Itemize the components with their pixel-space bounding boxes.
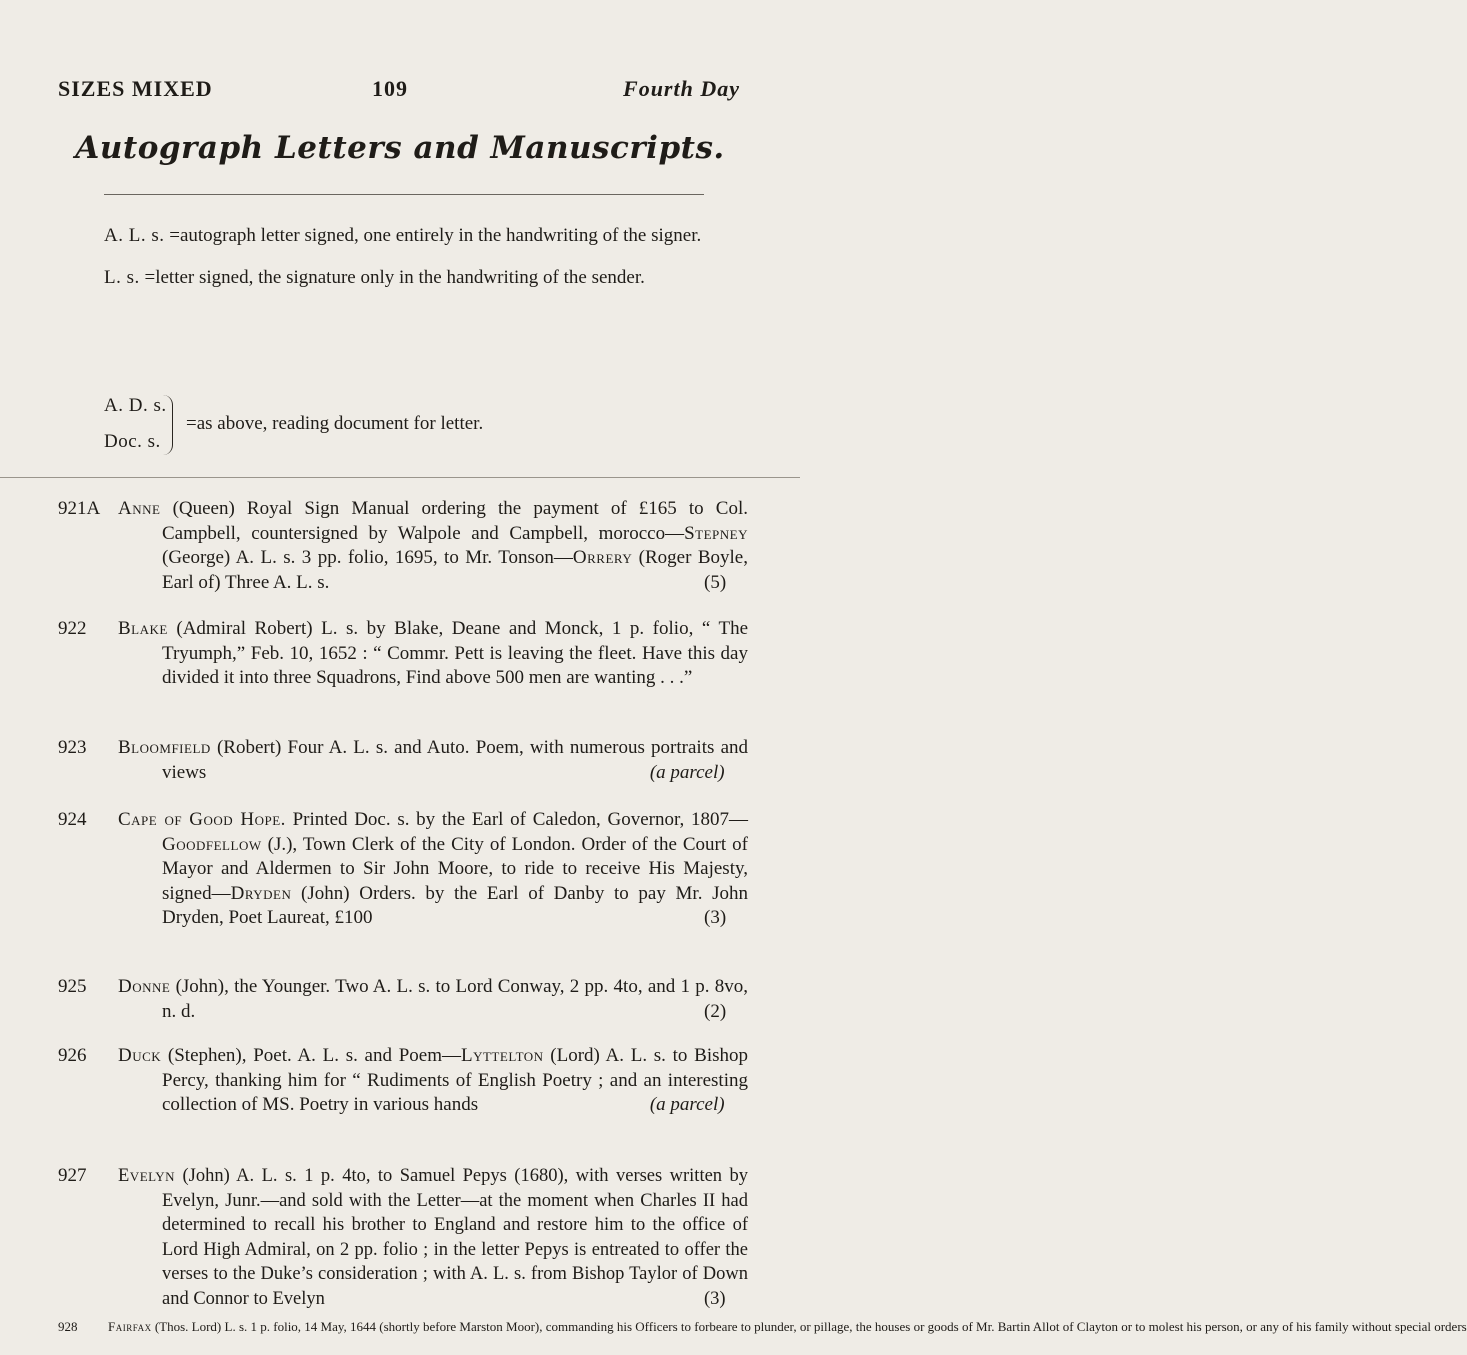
section-rule xyxy=(0,477,800,478)
lot-description: (John) A. L. s. 1 p. 4to, to Samuel Pepys (1680), with verses written by Evelyn, Junr.—and sold with the Letter—at the moment when Charles II had determined to recall his brother to England and restore him to the office of Lord High Admiral, on 2 pp. folio ; in the letter Pepys is entreated to offer the verses to the Duke’s consideration ; with A. L. s. from Bishop Taylor of Down and Connor to Evelyn xyxy=(162,1166,748,1309)
abbreviation-key: Doc. s. xyxy=(104,431,161,452)
lot-name: Cape of Good Hope. xyxy=(118,809,286,830)
title-rule xyxy=(104,194,704,195)
abbreviation-definition: =letter signed, the signature only in the handwriting of the sender. xyxy=(144,267,645,288)
lot-entry xyxy=(58,736,748,785)
lot-description: (Queen) Royal Sign Manual ordering the payment of £165 to Col. Campbell, countersigned by Walpole and Campbell, morocco— xyxy=(160,498,748,544)
lot-name: Donne xyxy=(118,976,171,997)
header-day-label: Fourth Day xyxy=(623,76,740,101)
abbreviation-key: L. s. xyxy=(104,267,140,288)
section-title: Autograph Letters and Manuscripts. xyxy=(75,130,725,166)
lot-number: 923 xyxy=(58,737,87,758)
lot-entry xyxy=(58,1319,1467,1335)
lot-description: (Stephen), Poet. A. L. s. and Poem— xyxy=(161,1045,461,1066)
lot-description: (Robert) Four A. L. s. and Auto. Poem, with numerous portraits and views xyxy=(162,737,748,783)
lot-number: 921A xyxy=(58,498,101,519)
page-number: 109 xyxy=(372,76,408,101)
lot-number: 928 xyxy=(58,1319,78,1334)
header-section-label: SIZES MIXED xyxy=(58,76,213,101)
lot-description: (John) Orders. by the Earl of Danby to pay Mr. John Dryden, Poet Laureat, £100 xyxy=(162,882,748,928)
lot-quantity: (a parcel) xyxy=(649,761,725,783)
running-head xyxy=(58,76,740,106)
lot-number: 924 xyxy=(58,809,87,830)
lot-description: (J.), Town Clerk of the City of London. Order of the Court of Mayor and Aldermen to Sir John Moore, to ride to receive His Majesty, signed— xyxy=(162,833,748,904)
lot-entry: 927 Evelyn (John) A. L. s. 1 p. 4to, to Samuel Pepys (1680), with verses written by Evelyn, Junr.—and sold with the Letter—at the moment when Charles II had determined to recall his brother to England and restore him to the office of Lord High Admiral, on 2 pp. folio ; in the letter Pepys is entreated to offer the verses to the Duke’s consideration ; with A. L. s. from Bishop Taylor of Down and Connor to Evelyn (3) xyxy=(58,1165,748,1309)
lot-entry xyxy=(58,617,748,691)
abbreviation-key: A. D. s. xyxy=(104,395,167,416)
lot-entry: 925 Donne (John), the Younger. Two A. L. s. to Lord Conway, 2 pp. 4to, and 1 p. 8vo, n. d. (2) xyxy=(58,976,748,1022)
lot-quantity: (a parcel) xyxy=(649,1094,725,1115)
abbreviation-document-note xyxy=(186,412,746,436)
lot-description: (Admiral Robert) L. s. by Blake, Deane and Monck, 1 p. folio, “ The Tryumph,” Feb. 10, 1652 : “ Commr. Pett is leaving the fleet. Have this day divided it into three Squadrons, Find above 500 men are wanting . . .” xyxy=(162,618,748,688)
lot-description: (Thos. Lord) L. s. 1 p. folio, 14 May, 1644 (shortly before Marston Moor), commanding his Officers to forbeare to plunder, or pillage, the houses or goods of Mr. Bartin Allot of Clayton or to molest his person, or any of his family without special orders xyxy=(151,1319,1467,1334)
lot-number: 926 xyxy=(58,1045,87,1066)
lot-name: Evelyn xyxy=(118,1166,176,1186)
lot-number: 925 xyxy=(58,976,87,997)
lot-description: (Roger Boyle, Earl of) Three A. L. s. xyxy=(162,547,748,593)
lot-name: Goodfellow xyxy=(162,833,262,855)
lot-description: (Lord) A. L. s. to Bishop Percy, thanking him for “ Rudiments of English Poetry ; and an interesting collection of MS. Poetry in various hands xyxy=(162,1045,749,1115)
lot-number: 927 xyxy=(58,1165,87,1186)
lot-entry: 924 Cape of Good Hope. Printed Doc. s. by the Earl of Caledon, Governor, 1807—Goodfellow (J.), Town Clerk of the City of London. Order of the Court of Mayor and Aldermen to Sir John Moore, to ride to receive His Majesty, signed—Dryden (John) Orders. by the Earl of Danby to pay Mr. John Dryden, Poet Laureat, £100 (3) xyxy=(58,809,748,928)
abbreviation-key: A. L. s. xyxy=(104,225,165,246)
abbreviation-definition: =as above, reading document for letter. xyxy=(186,413,484,434)
lot-description: Printed Doc. s. by the Earl of Caledon, Governor, 1807— xyxy=(285,809,748,830)
lot-name: Blake xyxy=(118,618,168,639)
lot-name: Bloomfield xyxy=(118,737,211,758)
lot-name: Orrery xyxy=(572,547,633,568)
lot-number: 922 xyxy=(58,618,87,639)
lot-name: Duck xyxy=(118,1045,162,1066)
brace-glyph xyxy=(160,395,173,455)
lot-name: Fairfax xyxy=(108,1319,152,1334)
lot-name: Dryden xyxy=(230,882,292,904)
lot-name: Stepney xyxy=(684,522,748,544)
lot-description: (George) A. L. s. 3 pp. folio, 1695, to Mr. Tonson— xyxy=(162,547,573,568)
lot-name: Lyttelton xyxy=(461,1045,544,1066)
abbreviation-ls xyxy=(104,266,744,290)
abbreviation-als xyxy=(104,224,744,248)
lot-name: Anne xyxy=(118,498,161,519)
lot-description: (John), the Younger. Two A. L. s. to Lord Conway, 2 pp. 4to, and 1 p. 8vo, n. d. xyxy=(162,976,748,1022)
abbreviation-definition: =autograph letter signed, one entirely in the handwriting of the signer. xyxy=(169,225,702,246)
lot-entry: 921A Anne (Queen) Royal Sign Manual ordering the payment of £165 to Col. Campbell, countersigned by Walpole and Campbell, morocco—Stepney (George) A. L. s. 3 pp. folio, 1695, to Mr. Tonson—Orrery (Roger Boyle, Earl of) Three A. L. s. (5) xyxy=(58,498,748,593)
lot-entry xyxy=(58,1044,748,1118)
